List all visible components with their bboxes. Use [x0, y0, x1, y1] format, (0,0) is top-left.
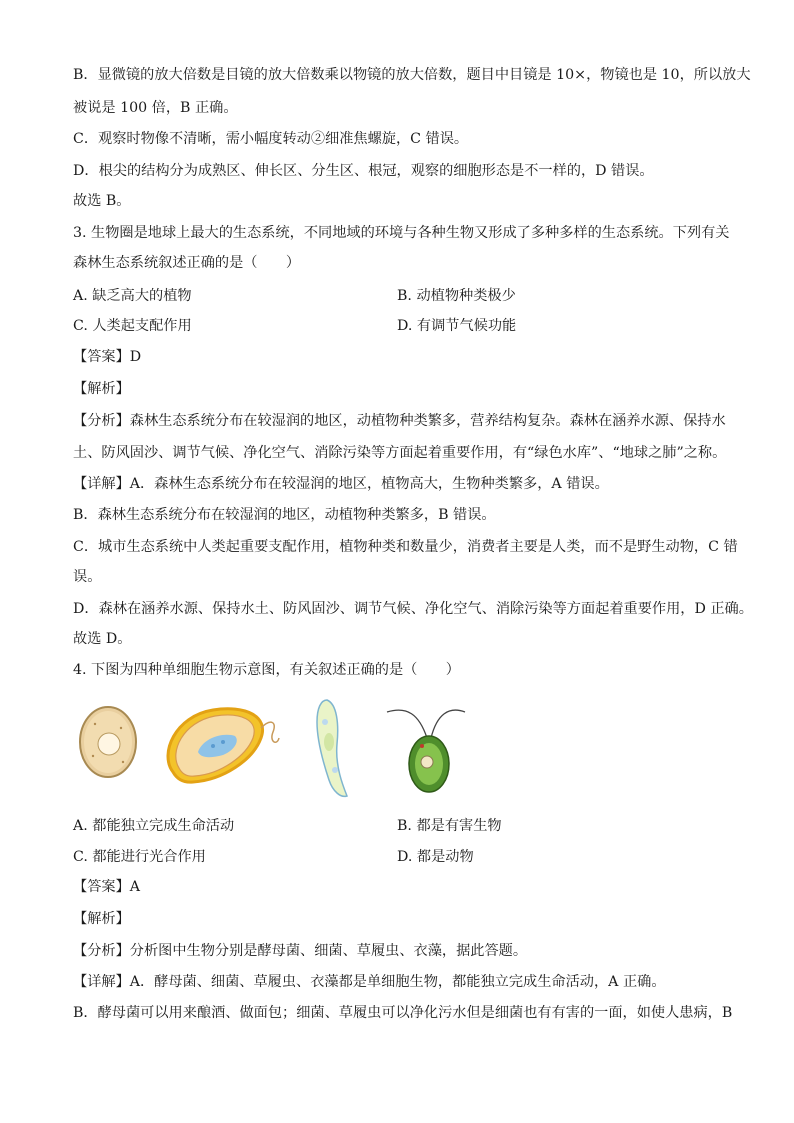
text-line: 【分析】森林生态系统分布在较湿润的地区，动植物种类繁多，营养结构复杂。森林在涵养水源、保持水: [73, 413, 726, 429]
q4-option-c: C. 都能进行光合作用: [73, 849, 206, 865]
question-3-stem: 森林生态系统叙述正确的是（ ）: [73, 255, 301, 271]
question-4-stem: 4. 下图为四种单细胞生物示意图，有关叙述正确的是（ ）: [73, 662, 460, 678]
answer-label: 【答案】D: [73, 349, 142, 365]
yeast-cell-icon: [80, 707, 136, 777]
text-line: 【详解】A．酵母菌、细菌、草履虫、衣藻都是单细胞生物，都能独立完成生命活动，A 正确。: [73, 974, 666, 990]
text-line: B．森林生态系统分布在较湿润的地区，动植物种类繁多，B 错误。: [73, 507, 496, 523]
question-3-stem: 3. 生物圈是地球上最大的生态系统，不同地域的环境与各种生物又形成了多种多样的生态系统。下列有关: [73, 225, 730, 241]
q3-option-c: C. 人类起支配作用: [73, 318, 192, 334]
text-line: C．城市生态系统中人类起重要支配作用，植物种类和数量少，消费者主要是人类，而不是野生动物，C 错: [73, 539, 738, 555]
text-line: B．显微镜的放大倍数是目镜的放大倍数乘以物镜的放大倍数，题目中目镜是 10×，物镜也是 10，所以放大: [73, 67, 751, 83]
chlamydomonas-icon: [387, 710, 465, 792]
answer-label: 【答案】A: [73, 879, 140, 895]
q3-option-b: B. 动植物种类极少: [397, 288, 516, 304]
q3-option-d: D. 有调节气候功能: [397, 318, 517, 334]
q4-option-a: A. 都能独立完成生命活动: [73, 818, 235, 834]
text-line: B．酵母菌可以用来酿酒、做面包；细菌、草履虫可以净化污水但是细菌也有有害的一面，如使人患病，B: [73, 1005, 733, 1021]
text-line: 【分析】分析图中生物分别是酵母菌、细菌、草履虫、衣藻，据此答题。: [73, 943, 528, 959]
text-line: 土、防风固沙、调节气候、净化空气、消除污染等方面起着重要作用，有“绿色水库”、“地球之肺”之称。: [73, 445, 727, 461]
text-line: 故选 B。: [73, 193, 131, 209]
text-line: 【详解】A．森林生态系统分布在较湿润的地区，植物高大，生物种类繁多，A 错误。: [73, 476, 609, 492]
single-cell-organisms-figure: [73, 694, 473, 804]
q4-option-d: D. 都是动物: [397, 849, 474, 865]
text-line: D．森林在涵养水源、保持水土、防风固沙、调节气候、净化空气、消除污染等方面起着重要作用，D 正确。: [73, 601, 753, 617]
text-line: 被说是 100 倍，B 正确。: [73, 100, 238, 116]
text-line: 误。: [73, 569, 102, 585]
bacterium-icon: [168, 709, 279, 782]
text-line: 故选 D。: [73, 631, 132, 647]
analysis-label: 【解析】: [73, 911, 130, 927]
analysis-label: 【解析】: [73, 381, 130, 397]
text-line: D．根尖的结构分为成熟区、伸长区、分生区、根冠，观察的细胞形态是不一样的，D 错误。: [73, 163, 654, 179]
q4-option-b: B. 都是有害生物: [397, 818, 502, 834]
q3-option-a: A. 缺乏高大的植物: [73, 288, 192, 304]
text-line: C．观察时物像不清晰，需小幅度转动②细准焦螺旋，C 错误。: [73, 131, 469, 147]
paramecium-icon: [317, 700, 347, 796]
